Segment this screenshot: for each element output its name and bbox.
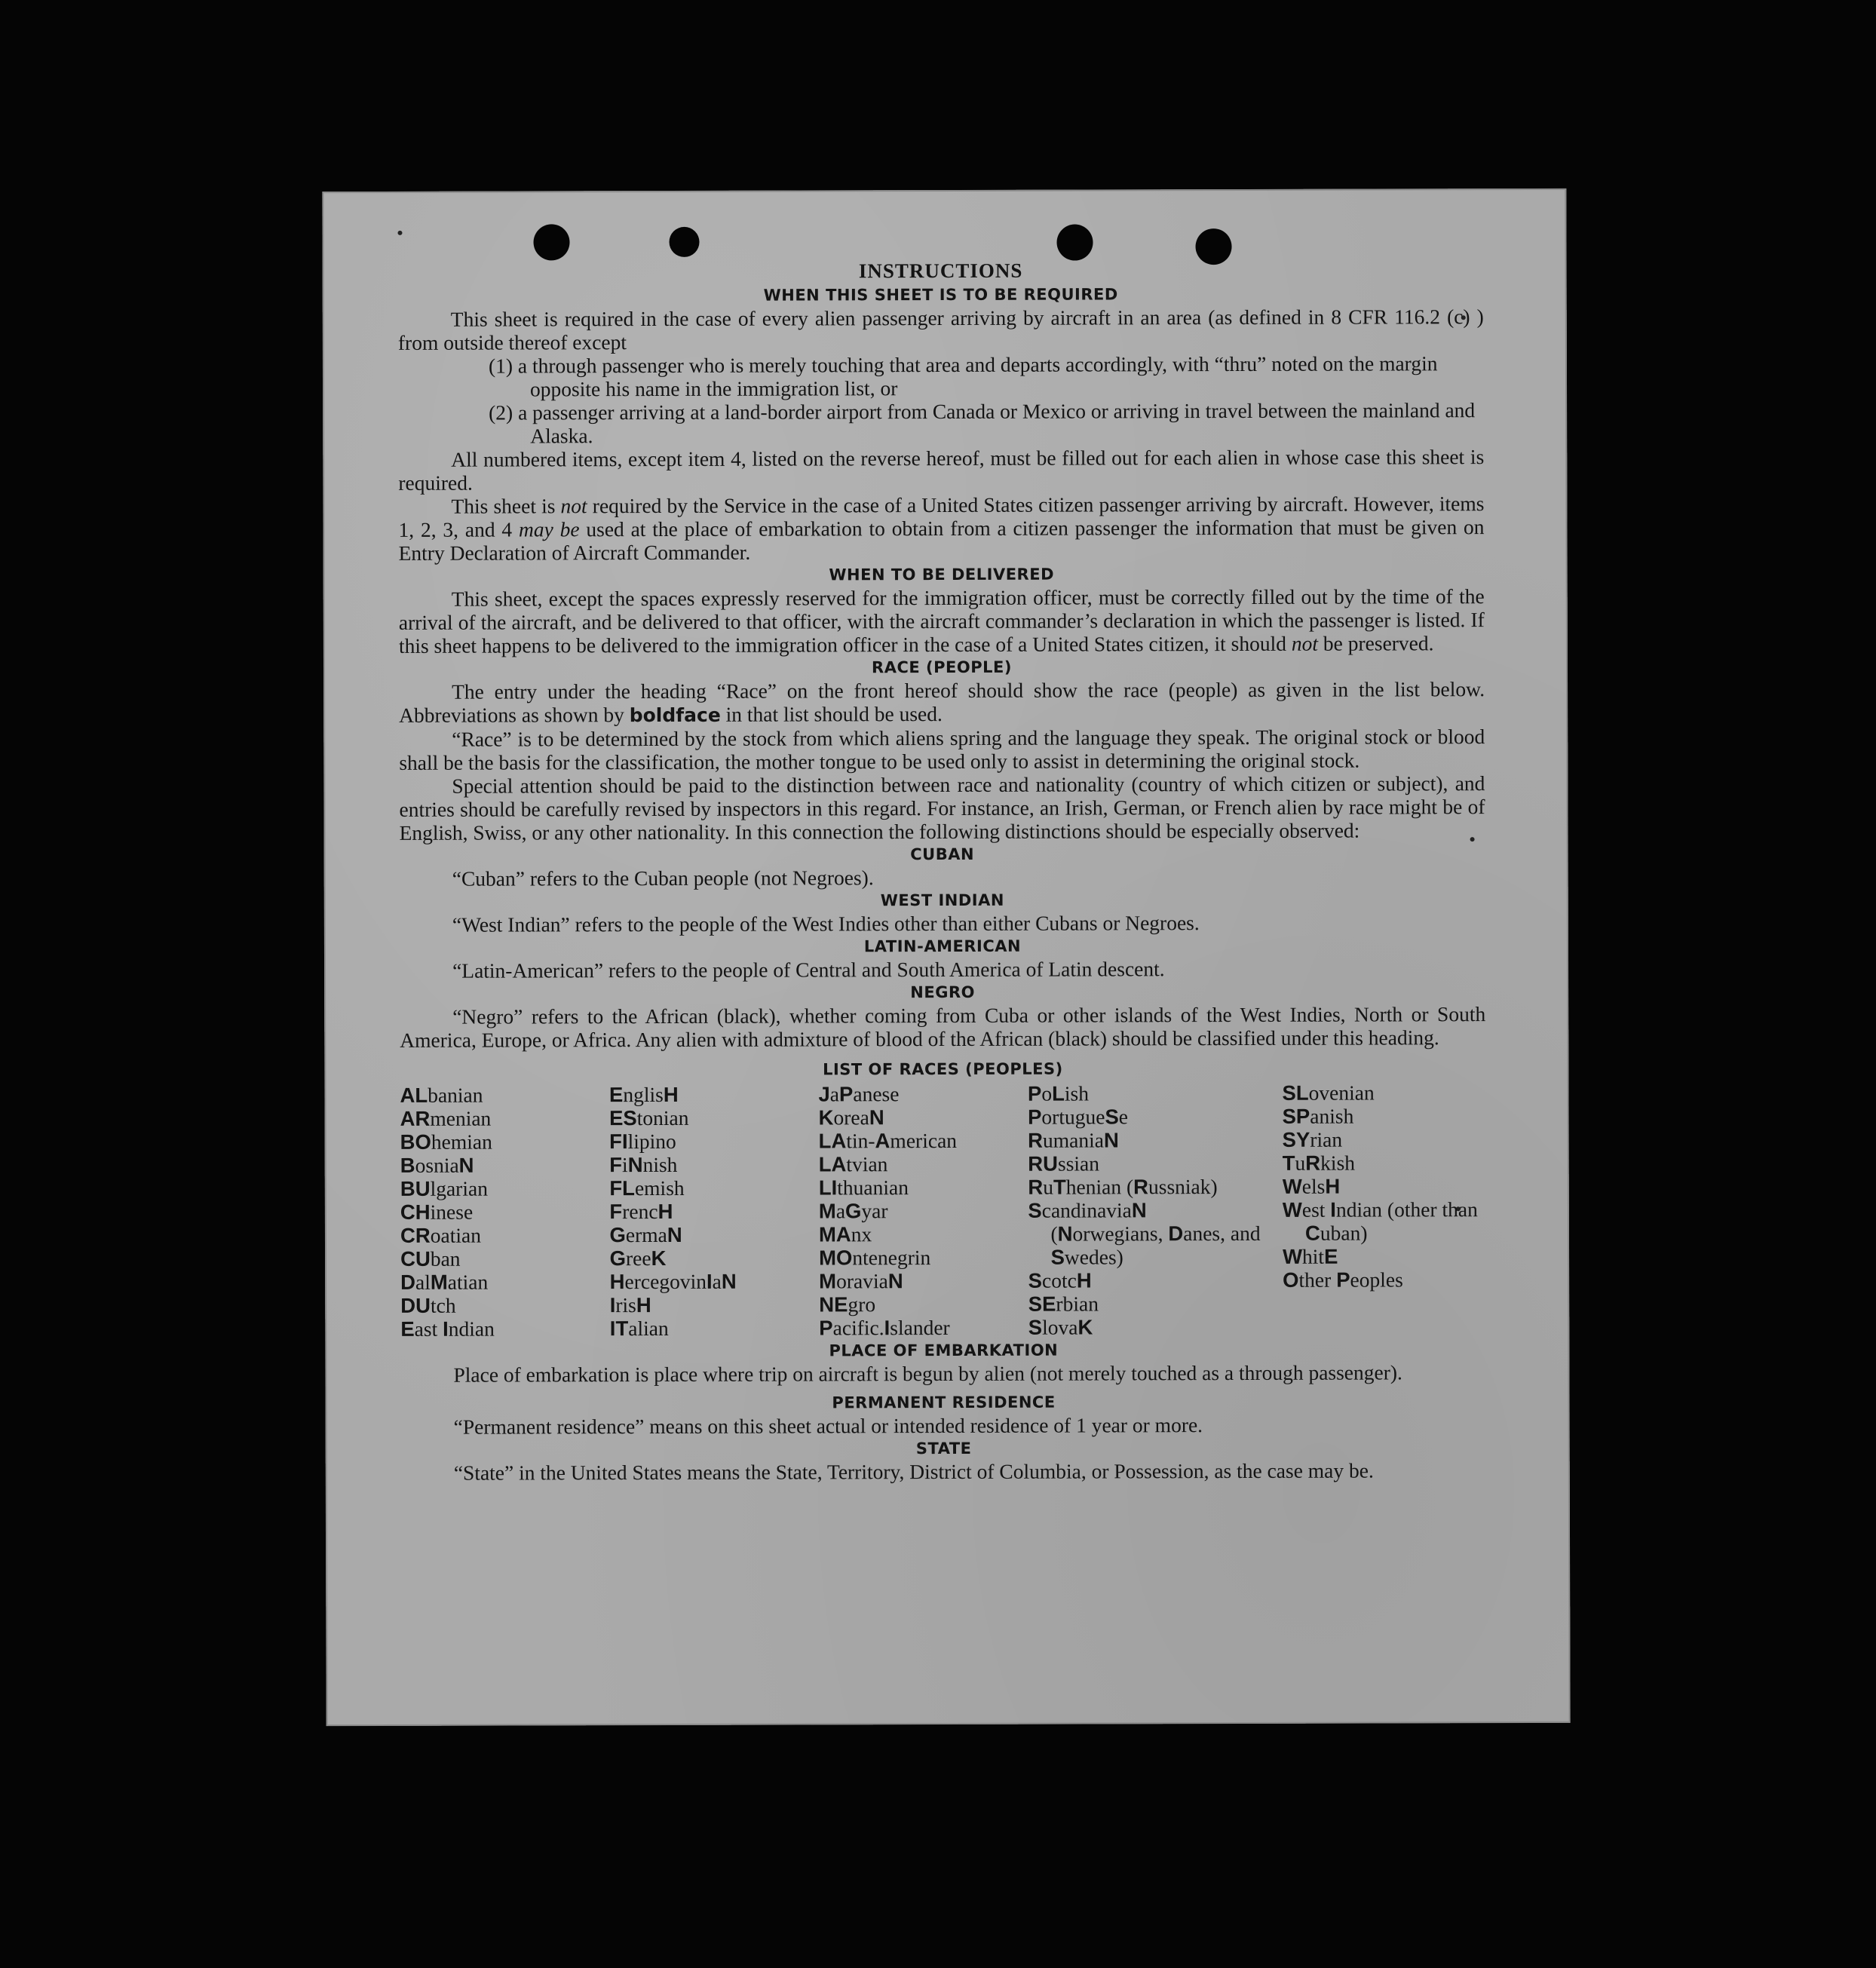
paragraph: “Race” is to be determined by the stock from which aliens spring and the language they speak. The original stock or blood shall be the basis for the classification, the mother tongue to be used only to assist in determining the original stock.: [399, 725, 1485, 774]
race-item: West Indian (other than Cuban): [1282, 1197, 1478, 1245]
paragraph: “State” in the United States means the State, Territory, District of Columbia, or Possession, as the case may be.: [453, 1458, 1374, 1485]
section-heading: LATIN-AMERICAN: [863, 936, 1022, 956]
section-heading: WHEN TO BE DELIVERED: [829, 565, 1055, 584]
section-heading: NEGRO: [910, 982, 975, 1002]
race-item: JaPanese: [818, 1082, 900, 1106]
list-item: (2) a passenger arriving at a land-border airport from Canada or Mexico or arriving in travel between the mainland and Alaska.: [489, 398, 1476, 448]
race-column: [818, 1082, 1007, 1340]
race-item: MOntenegrin: [819, 1246, 931, 1270]
race-item: LAtin-American: [818, 1128, 958, 1153]
race-item: BOhemian: [400, 1130, 492, 1154]
race-item: CUban: [400, 1246, 461, 1271]
race-item: East Indian: [400, 1317, 495, 1341]
race-column: [1028, 1081, 1262, 1339]
speck: [397, 231, 402, 235]
section-heading: WEST INDIAN: [880, 891, 1004, 910]
race-item: KoreaN: [818, 1105, 884, 1130]
race-item: CRoatian: [400, 1223, 481, 1247]
race-item: SErbian: [1028, 1292, 1099, 1316]
race-item: LIthuanian: [818, 1176, 909, 1200]
race-item: ALbanian: [400, 1083, 483, 1107]
race-item: EStonian: [609, 1105, 689, 1130]
race-item: FiNnish: [609, 1152, 678, 1177]
instructions-content: [398, 256, 1487, 1485]
punch-hole: [533, 224, 569, 260]
race-item: WhitE: [1282, 1244, 1338, 1268]
race-item: EnglisH: [608, 1082, 679, 1107]
paragraph: This sheet is not required by the Service in the case of a United States citizen passenger arriving by aircraft. However, items 1, 2, 3, and 4 may be used at the place of embarkation to obtain from a citizen passenger the information that must be given on Entry Declaration of Aircraft Commander.: [398, 492, 1485, 565]
race-list: [400, 1081, 1486, 1341]
race-item: IrisH: [609, 1293, 651, 1317]
race-item: CHinese: [400, 1200, 474, 1224]
race-item: GermaN: [609, 1222, 682, 1247]
punch-hole: [669, 227, 699, 257]
section-heading: STATE: [915, 1439, 972, 1458]
paragraph: This sheet is required in the case of every alien passenger arriving by aircraft in an area (as defined in 8 CFR 116.2 (c) ) from outside thereof except: [397, 305, 1484, 354]
list-item: (1) a through passenger who is merely touching that area and departs accordingly, with “thru” noted on the margin opposite his name in the immigration list, or: [488, 351, 1438, 401]
paragraph: “Permanent residence” means on this sheet actual or intended residence of 1 year or more.: [453, 1413, 1203, 1439]
paragraph: “Latin-American” refers to the people of Central and South America of Latin descent.: [452, 957, 1165, 982]
race-item: FLemish: [609, 1176, 685, 1200]
race-item: ScotcH: [1028, 1268, 1092, 1292]
race-item: ARmenian: [400, 1106, 492, 1130]
paragraph: Special attention should be paid to the distinction between race and nationality (country of which citizen or subject), and entries should be carefully revised by inspectors in this regard. For instance, an Irish, German, or French alien by race might be of English, Swiss, or any other nationality. In this connection the following distinctions should be especially observed:: [399, 771, 1485, 845]
race-item: DalMatian: [400, 1270, 489, 1294]
section-heading: PERMANENT RESIDENCE: [832, 1393, 1056, 1412]
race-column: [400, 1083, 589, 1341]
race-item: FIlipino: [609, 1129, 676, 1154]
paragraph: This sheet, except the spaces expressly reserved for the immigration officer, must be correctly filled out by the time of the arrival of the aircraft, and be delivered to that officer, with the aircraft commander’s declaration in which the passenger is listed. If this sheet happens to be delivered to the immigration officer in the case of a United States citizen, it should not be preserved.: [398, 584, 1485, 658]
race-item: LAtvian: [818, 1152, 888, 1176]
race-item: NEgro: [819, 1292, 876, 1317]
race-item: SYrian: [1282, 1127, 1343, 1151]
race-item: MAnx: [818, 1222, 872, 1246]
paragraph: “Cuban” refers to the Cuban people (not Negroes).: [452, 866, 874, 891]
section-heading: CUBAN: [910, 845, 975, 864]
race-item: RuThenian (Russniak): [1028, 1175, 1218, 1199]
section-heading: LIST OF RACES (PEOPLES): [823, 1059, 1063, 1079]
section-heading: PLACE OF EMBARKATION: [829, 1341, 1059, 1360]
race-item: SPanish: [1282, 1104, 1354, 1128]
punch-hole: [1056, 224, 1093, 260]
race-item: Other Peoples: [1283, 1268, 1403, 1292]
race-item: RUssian: [1028, 1151, 1100, 1176]
race-item: TuRkish: [1282, 1151, 1356, 1175]
race-item: MaGyar: [818, 1199, 888, 1223]
paragraph: All numbered items, except item 4, listed on the reverse hereof, must be filled out for each alien in whose case this sheet is required.: [398, 445, 1485, 495]
race-item: WelsH: [1282, 1174, 1341, 1198]
race-column: [609, 1083, 799, 1341]
race-item: PortugueSe: [1028, 1105, 1129, 1129]
race-item: HercegovinIaN: [609, 1269, 737, 1294]
section-heading: RACE (PEOPLE): [872, 658, 1012, 677]
race-column: [1282, 1081, 1486, 1338]
race-item: RumaniaN: [1028, 1128, 1119, 1152]
section-heading: WHEN THIS SHEET IS TO BE REQUIRED: [763, 285, 1118, 305]
race-item: DUtch: [400, 1293, 456, 1317]
race-item: BosniaN: [400, 1153, 474, 1177]
race-item: GreeK: [609, 1246, 667, 1271]
paragraph: Place of embarkation is place where trip on aircraft is begun by alien (not merely touched as a through passenger).: [453, 1360, 1402, 1387]
race-item: MoraviaN: [819, 1269, 903, 1293]
race-item: SlovaK: [1028, 1315, 1093, 1339]
race-item: ScandinaviaN (Norwegians, Danes, and Swedes): [1028, 1198, 1261, 1269]
race-item: ITalian: [609, 1316, 669, 1341]
paragraph: “West Indian” refers to the people of the West Indies other than either Cubans or Negroes.: [452, 911, 1200, 936]
document-sheet: [322, 189, 1570, 1726]
paragraph: “Negro” refers to the African (black), whether coming from Cuba or other islands of the West Indies, North or South America, Europe, or Africa. Any alien with admixture of blood of the African (black) should be classified under this heading.: [400, 1002, 1486, 1052]
race-item: SLovenian: [1282, 1081, 1375, 1105]
race-item: BUlgarian: [400, 1176, 488, 1200]
race-item: Pacific.Islander: [819, 1315, 950, 1340]
page-title: INSTRUCTIONS: [858, 259, 1023, 283]
race-item: FrencH: [609, 1199, 673, 1224]
race-item: PoLish: [1027, 1081, 1090, 1105]
paragraph: The entry under the heading “Race” on the front hereof should show the race (people) as given in the list below. Abbreviations as shown by boldface in that list should be used.: [399, 677, 1485, 727]
